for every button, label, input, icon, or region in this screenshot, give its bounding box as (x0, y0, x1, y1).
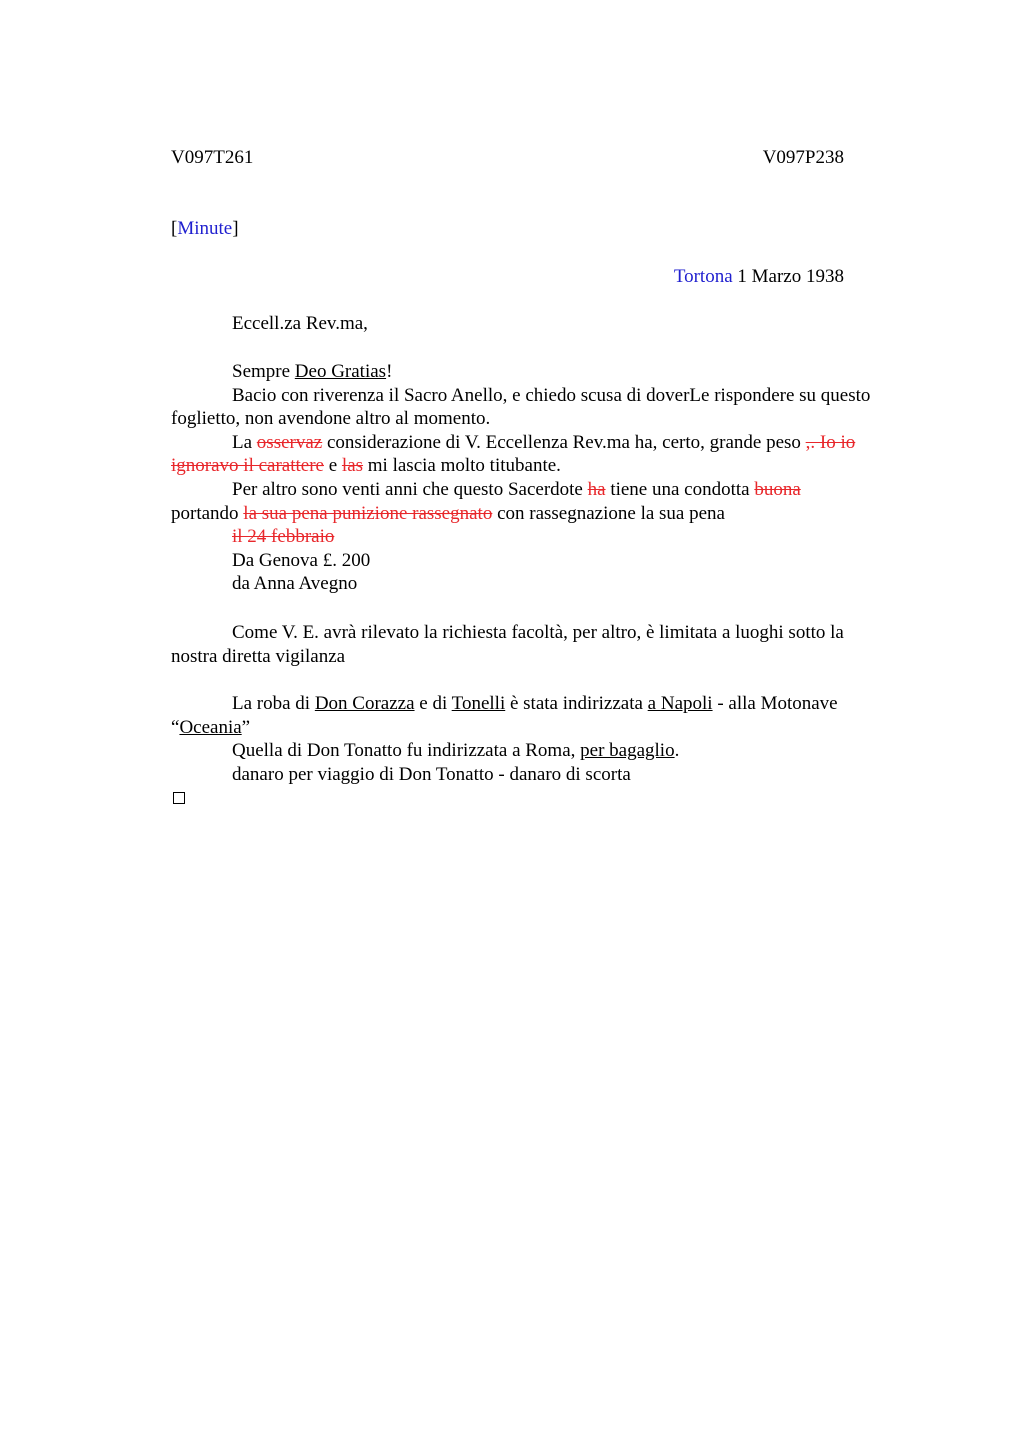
paragraph-line: La osservaz considerazione di V. Eccellenza Rev.ma ha, certo, grande peso ,. Io io (232, 431, 856, 453)
document-code-right: V097P238 (762, 147, 844, 168)
minute-link[interactable]: Minute (177, 218, 233, 239)
paragraph-line: portando la sua pena punizione rassegnato con rassegnazione la sua pena (171, 502, 725, 524)
date-text: 1 Marzo 1938 (732, 266, 844, 287)
place-link[interactable]: Tortona (673, 266, 733, 287)
end-square-icon (173, 792, 185, 804)
deleted-text: il 24 febbraio (232, 526, 335, 548)
paragraph-line: Bacio con riverenza il Sacro Anello, e chiedo scusa di doverLe rispondere su questo (232, 384, 871, 406)
paragraph-line (171, 525, 931, 549)
header-row (171, 147, 844, 171)
paragraph-line: foglietto, non avendone altro al momento. (171, 408, 491, 430)
document-code-left: V097T261 (171, 147, 254, 168)
deleted-text: las (341, 455, 364, 477)
paragraph-shipments (171, 692, 931, 786)
letter-body (171, 360, 931, 596)
salutation: Eccell.za Rev.ma, (232, 313, 368, 334)
deleted-text: buona (754, 478, 801, 500)
paragraph-line: La roba di Don Corazza e di Tonelli è stata indirizzata a Napoli - alla Motonave (232, 693, 838, 714)
paragraph-line: Come V. E. avrà rilevato la richiesta facoltà, per altro, è limitata a luoghi sotto la (232, 622, 844, 643)
deleted-text: osservaz (256, 431, 323, 453)
minute-label: [Minute] (171, 218, 239, 239)
deleted-text: ha (587, 478, 606, 500)
deleted-text: la sua pena punizione rassegnato (243, 502, 493, 524)
paragraph-line: “Oceania” (171, 716, 251, 738)
note-line: da Anna Avegno (232, 573, 358, 595)
paragraph-line: Quella di Don Tonatto fu indirizzata a Roma, per bagaglio. (232, 740, 680, 762)
note-line: Da Genova £. 200 (232, 549, 371, 571)
paragraph-line: nostra diretta vigilanza (171, 645, 346, 667)
paragraph-line: Per altro sono venti anni che questo Sacerdote ha tiene una condotta buona (232, 478, 801, 500)
paragraph-facolta (171, 621, 931, 668)
dateline (171, 265, 844, 289)
deleted-text: ignoravo il carattere (171, 455, 324, 477)
paragraph-greeting: Sempre Deo Gratias! (232, 361, 393, 382)
paragraph-line: danaro per viaggio di Don Tonatto - danaro di scorta (232, 763, 631, 785)
paragraph-line: ignoravo il carattere e las mi lascia molto titubante. (171, 455, 561, 477)
deleted-text: ,. Io io (805, 431, 856, 453)
